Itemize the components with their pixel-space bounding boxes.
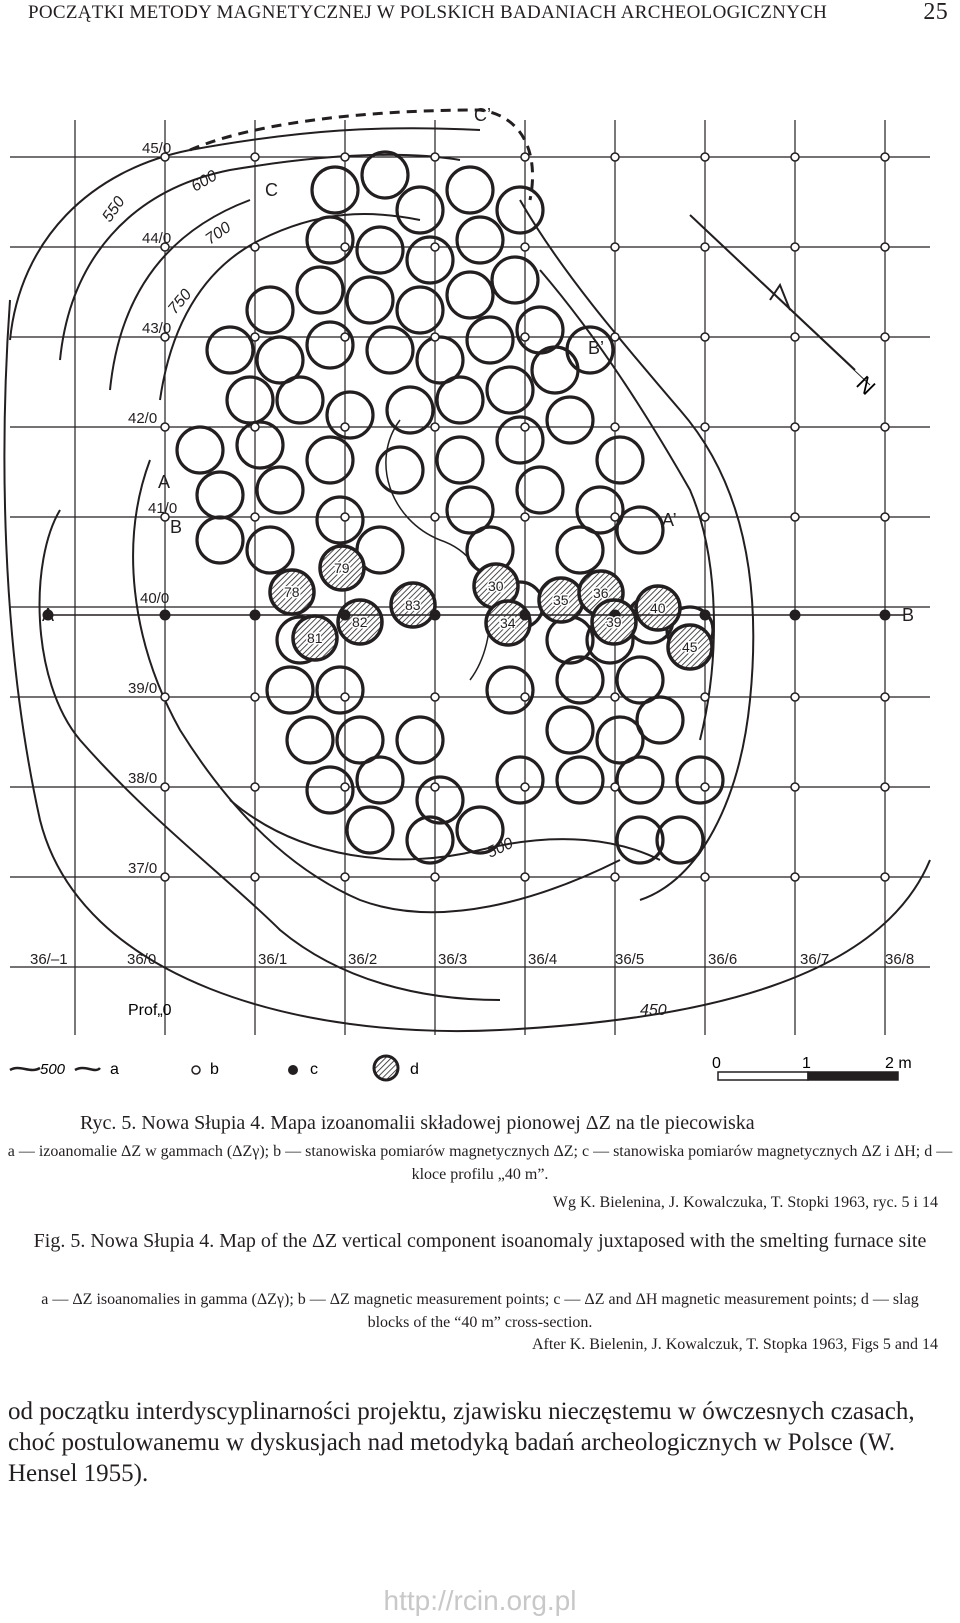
bottom-label: 36/4: [528, 951, 558, 968]
measurement-point-b: [611, 693, 619, 701]
measurement-point-b: [161, 423, 169, 431]
legend-b-symbol: [192, 1066, 200, 1074]
body-paragraph: od początku interdyscyplinarności projektu, zjawisku nieczęstemu w ówczesnych czasach, choć postulowanemu w dyskusjach nad metodyką badań archeologicznych w Polsce (W. Hensel 1955).: [8, 1398, 915, 1487]
measurement-point-b: [611, 513, 619, 521]
measurement-point-b: [251, 153, 259, 161]
measurement-point-b: [431, 423, 439, 431]
measurement-point-b: [791, 243, 799, 251]
furnace-circle: [547, 707, 593, 753]
measurement-point-b: [611, 333, 619, 341]
furnace-circle: [197, 517, 243, 563]
measurement-point-b: [161, 783, 169, 791]
furnace-circle: [467, 317, 513, 363]
furnace-circle: [207, 327, 253, 373]
caption-en-body: a — ΔZ isoanomalies in gamma (ΔZγ); b — ΔZ magnetic measurement points; c — ΔZ and ΔH magnetic measurement points; d — slag blocks of the “40 m” cross-section.: [41, 1291, 919, 1331]
measurement-point-b: [251, 693, 259, 701]
measurement-point-b: [881, 513, 889, 521]
row-label: 42/0: [128, 410, 158, 427]
profile-label-b: B: [902, 605, 915, 625]
measurement-point-b: [611, 423, 619, 431]
measurement-point-b: [881, 693, 889, 701]
row-label: 37/0: [128, 860, 158, 877]
furnace-circle: [437, 377, 483, 423]
page-number: 25: [923, 0, 948, 25]
measurement-point-b: [521, 693, 529, 701]
measurement-point-b: [701, 333, 709, 341]
magnetic-map-figure: [0, 40, 960, 1100]
furnace-circle: [447, 272, 493, 318]
measurement-point-b: [161, 873, 169, 881]
profile-label-b-small: B: [170, 517, 183, 537]
furnace-circle: [417, 777, 463, 823]
measurement-point-b: [251, 513, 259, 521]
block-label: 81: [307, 630, 323, 646]
running-header: [28, 0, 948, 30]
measurement-point-b: [611, 783, 619, 791]
scale-bar: [712, 1055, 912, 1080]
contour-label: 750: [165, 286, 196, 318]
profile-label-a-prime: A’: [662, 510, 677, 530]
row-label: 40/0: [140, 590, 170, 607]
furnace-circle: [347, 807, 393, 853]
block-label: 36: [593, 585, 609, 601]
measurement-point-b: [521, 153, 529, 161]
contour-500-bottom: [230, 800, 660, 860]
caption-en-source: After K. Bielenin, J. Kowalczuk, T. Stopka 1963, Figs 5 and 14: [531, 1336, 938, 1353]
profile-label-a: A: [42, 605, 55, 625]
measurement-point-b: [431, 243, 439, 251]
furnace-circle: [497, 417, 543, 463]
furnace-circle: [487, 367, 533, 413]
north-arrow: [690, 215, 870, 385]
furnace-circle: [307, 437, 353, 483]
measurement-point-b: [881, 243, 889, 251]
bottom-label: 36/5: [615, 951, 645, 968]
profile-labels: [42, 105, 914, 625]
furnace-circle: [397, 287, 443, 333]
furnace-circle: [362, 152, 408, 198]
measurement-point-b: [701, 873, 709, 881]
row-label: 44/0: [142, 230, 172, 247]
furnace-circle: [257, 467, 303, 513]
bottom-label: 36/1: [258, 951, 288, 968]
furnace-circle: [387, 387, 433, 433]
block-label: 45: [682, 639, 698, 655]
measurement-point-b: [791, 153, 799, 161]
furnace-circle: [347, 277, 393, 323]
caption-pl-source: Wg K. Bielenina, J. Kowalczuka, T. Stopki 1963, ryc. 5 i 14: [552, 1194, 938, 1211]
measurement-point-b: [341, 423, 349, 431]
scale-zero: 0: [712, 1055, 721, 1072]
measurement-point-b: [881, 783, 889, 791]
measurement-point-b: [701, 243, 709, 251]
furnace-circle: [197, 472, 243, 518]
furnace-circle: [487, 667, 533, 713]
watermark: http://rcin.org.pl: [383, 1585, 577, 1616]
furnace-circle: [312, 167, 358, 213]
measurement-point-b: [521, 243, 529, 251]
furnace-circle: [297, 267, 343, 313]
legend-b: b: [210, 1061, 219, 1078]
measurement-point-b: [251, 333, 259, 341]
block-label: 83: [405, 597, 421, 613]
measurement-point-b: [521, 423, 529, 431]
caption-pl-title: Ryc. 5. Nowa Słupia 4. Mapa izoanomalii składowej pionowej ΔZ na tle piecowiska: [80, 1112, 755, 1134]
furnace-circle: [497, 187, 543, 233]
measurement-point-b: [881, 333, 889, 341]
contour-label: 500: [484, 834, 516, 862]
header-title: POCZĄTKI METODY MAGNETYCZNEJ W POLSKICH BADANIACH ARCHEOLOGICZNYCH: [28, 2, 828, 23]
legend-a-sample: 500: [40, 1061, 66, 1078]
block-label: 40: [650, 600, 666, 616]
row-label: 39/0: [128, 680, 158, 697]
measurement-point-b: [431, 153, 439, 161]
block-label: 82: [352, 614, 368, 630]
measurement-point-b: [431, 693, 439, 701]
furnace-circle: [437, 437, 483, 483]
measurement-point-b: [251, 783, 259, 791]
measurement-point-b: [701, 693, 709, 701]
measurement-point-b: [521, 513, 529, 521]
measurement-point-b: [341, 243, 349, 251]
measurement-point-b: [521, 783, 529, 791]
measurement-point-b: [881, 873, 889, 881]
bottom-label: 36/6: [708, 951, 738, 968]
measurement-point-b: [701, 783, 709, 791]
measurement-point-b: [791, 693, 799, 701]
caption-en-title: Fig. 5. Nowa Słupia 4. Map of the ΔZ vertical component isoanomaly juxtaposed with the smelting furnace site: [33, 1230, 927, 1252]
furnace-circle: [267, 667, 313, 713]
measurement-point-b: [791, 873, 799, 881]
legend-d-symbol: [374, 1056, 398, 1080]
measurement-point-b: [431, 783, 439, 791]
furnace-circle: [367, 327, 413, 373]
contour-label: 550: [99, 193, 129, 226]
measurement-point-b: [791, 513, 799, 521]
measurement-point-b: [791, 423, 799, 431]
block-label: 78: [284, 584, 300, 600]
contour-outer-left: [40, 510, 500, 1000]
contour-label: 700: [202, 219, 235, 249]
legend-c: c: [310, 1061, 318, 1078]
furnace-circle: [547, 397, 593, 443]
furnace-circle: [637, 697, 683, 743]
measurement-point-b: [251, 423, 259, 431]
bottom-label: 36/0: [127, 951, 157, 968]
scale-one: 1: [802, 1055, 811, 1072]
legend-d: d: [410, 1061, 419, 1078]
block-label: 35: [553, 592, 569, 608]
legend-a: a: [110, 1061, 119, 1078]
measurement-point-b: [881, 153, 889, 161]
row-label: 45/0: [142, 140, 172, 157]
measurement-point-b: [701, 153, 709, 161]
measurement-point-b: [431, 873, 439, 881]
furnace-circle: [177, 427, 223, 473]
prof-label: Prof„0: [128, 1002, 172, 1019]
profile-label-b-prime: B’: [588, 338, 605, 358]
measurement-point-b: [341, 513, 349, 521]
furnace-circle: [317, 667, 363, 713]
measurement-point-b: [341, 783, 349, 791]
measurement-point-b: [341, 153, 349, 161]
furnace-circle: [532, 347, 578, 393]
measurement-point-b: [341, 873, 349, 881]
furnace-circle: [227, 377, 273, 423]
contour-label: 450: [640, 1002, 667, 1019]
furnace-circle: [517, 467, 563, 513]
furnace-circle: [397, 187, 443, 233]
measurement-point-b: [521, 873, 529, 881]
row-label: 41/0: [148, 500, 178, 517]
furnace-circle: [617, 507, 663, 553]
furnace-circle: [497, 757, 543, 803]
bottom-label: 36/–1: [30, 951, 68, 968]
furnace-circle: [617, 757, 663, 803]
block-label: 79: [334, 560, 350, 576]
measurement-point-b: [251, 243, 259, 251]
profile-label-a-small: A: [158, 472, 171, 492]
measurement-point-b: [521, 333, 529, 341]
measurement-point-b: [611, 873, 619, 881]
caption-pl-body: a — izoanomalie ΔZ w gammach (ΔZγ); b — stanowiska pomiarów magnetycznych ΔZ; c — stanowiska pomiarów magnetycznych ΔZ i ΔH; d — kloce profilu „40 m”.: [7, 1143, 953, 1183]
measurement-point-b: [251, 873, 259, 881]
furnace-circle: [492, 257, 538, 303]
row-label: 38/0: [128, 770, 158, 787]
furnace-circle: [327, 392, 373, 438]
measurement-point-b: [791, 783, 799, 791]
furnace-circle: [557, 757, 603, 803]
block-label: 34: [500, 615, 516, 631]
furnace-circle: [247, 287, 293, 333]
bottom-label: 36/7: [800, 951, 830, 968]
furnace-circle: [307, 217, 353, 263]
furnace-circle: [237, 422, 283, 468]
furnace-circle: [357, 757, 403, 803]
furnace-circle: [307, 322, 353, 368]
furnace-circle: [317, 497, 363, 543]
bottom-label: 36/8: [885, 951, 915, 968]
contour-label: 600: [188, 167, 221, 196]
measurement-point-b: [611, 243, 619, 251]
furnace-circles: [177, 152, 723, 863]
furnace-circle: [677, 757, 723, 803]
profile-label-c-prime: C’: [474, 105, 491, 125]
furnace-circle: [277, 377, 323, 423]
profile-label-c: C: [265, 180, 278, 200]
furnace-circle: [377, 447, 423, 493]
block-label: 30: [488, 578, 504, 594]
contour-550: [10, 128, 480, 340]
measurement-point-b: [791, 333, 799, 341]
measurement-point-b: [161, 693, 169, 701]
furnace-circle: [407, 817, 453, 863]
measurement-point-b: [431, 513, 439, 521]
measurement-point-b: [881, 423, 889, 431]
furnace-circle: [357, 227, 403, 273]
bottom-label: 36/3: [438, 951, 468, 968]
furnace-circle: [287, 717, 333, 763]
furnace-circle: [407, 237, 453, 283]
measurement-point-b: [701, 513, 709, 521]
furnace-circle: [557, 657, 603, 703]
scale-two: 2 m: [885, 1055, 912, 1072]
measurement-point-b: [431, 333, 439, 341]
legend: [10, 1056, 419, 1080]
legend-c-symbol: [288, 1065, 298, 1075]
furnace-circle: [457, 217, 503, 263]
row-label: 43/0: [142, 320, 172, 337]
measurement-point-b: [341, 333, 349, 341]
furnace-circle: [447, 167, 493, 213]
block-label: 39: [606, 614, 622, 630]
furnace-circle: [597, 437, 643, 483]
measurement-point-b: [701, 423, 709, 431]
grid-lines: [10, 120, 930, 1035]
bottom-label: 36/2: [348, 951, 378, 968]
measurement-point-b: [611, 153, 619, 161]
north-label: N: [851, 370, 881, 400]
measurement-point-b: [341, 693, 349, 701]
furnace-circle: [397, 717, 443, 763]
furnace-circle: [557, 527, 603, 573]
furnace-circle: [247, 527, 293, 573]
